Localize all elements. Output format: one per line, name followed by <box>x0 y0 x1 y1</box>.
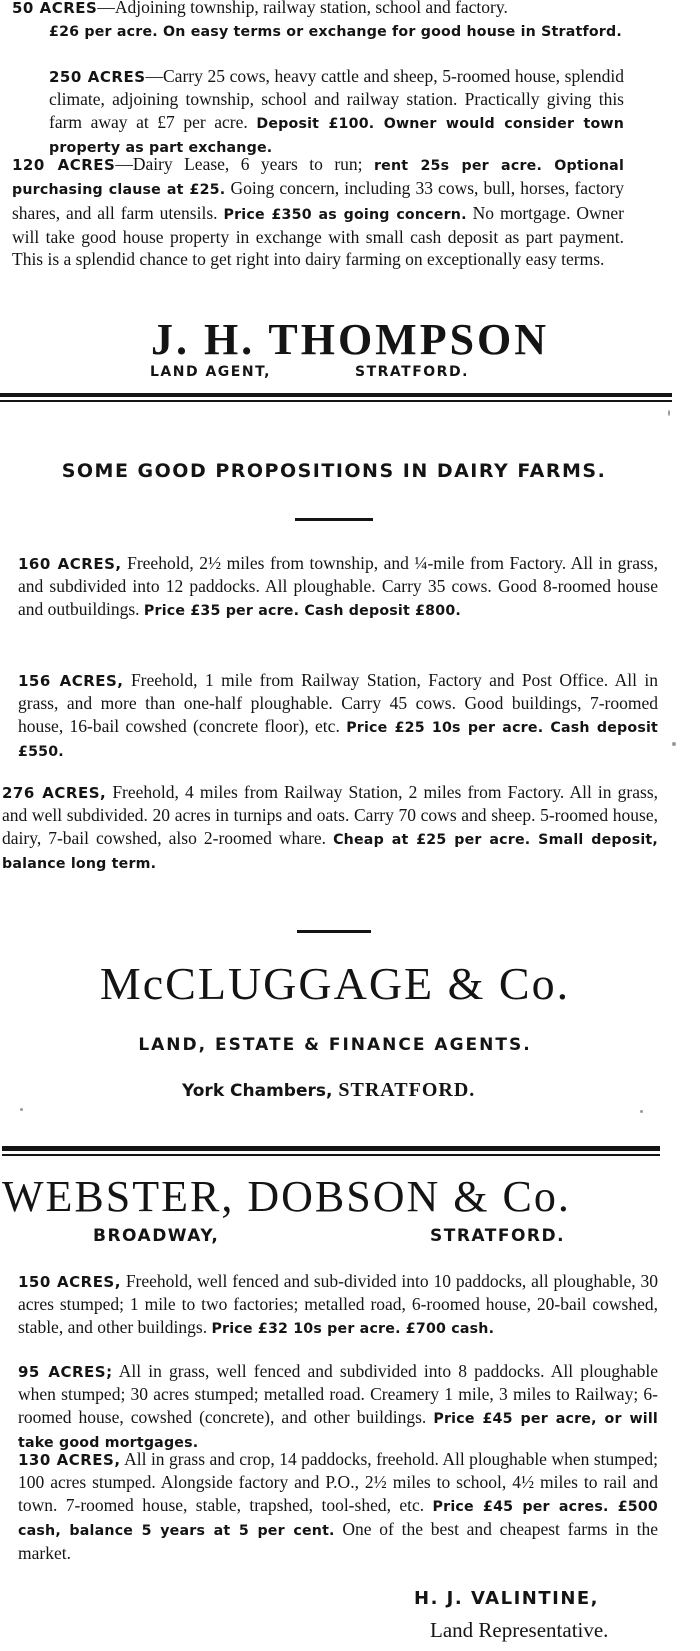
listing-50-acres <box>12 0 624 60</box>
agent-town: STRATFORD. <box>355 364 469 380</box>
listing-text: Freehold, 1 mile from Railway Station, Factory and Post Office. All in grass, and more than one-half ploughable. Carry 45 cows. Good buildings, 7-roomed house, 16-bail cowshed (concrete floor), etc. <box>18 670 659 736</box>
acres-label: 150 ACRES, <box>18 1273 121 1291</box>
firm-street: BROADWAY, <box>93 1226 220 1246</box>
divider-rule-thin <box>0 400 672 402</box>
listing-160-acres <box>18 552 658 644</box>
acres-label: 160 ACRES, <box>18 555 122 573</box>
print-speck <box>672 742 676 746</box>
firm-name: McCLUGGAGE & Co. <box>99 958 571 1009</box>
listing-price: Price £32 10s per acre. £700 cash. <box>211 1320 495 1337</box>
firm-business: LAND, ESTATE & FINANCE AGENTS. <box>138 1035 532 1055</box>
listing-text: All in grass, well fenced and subdivided into 8 paddocks. All ploughable when stumped; 30 acres stumped; metalled road. Creamery 1 mile, 3 miles to Railway; 6-roomed house, cowshed (concrete), and other buildings. <box>18 1361 658 1427</box>
listing-text-2: Going concern, including 33 cows, bull, horses, factory shares, and all farm utensils. <box>12 178 625 223</box>
firm-address <box>182 1079 582 1102</box>
agent-address <box>150 364 570 380</box>
listing-95-acres <box>18 1360 658 1451</box>
listing-text: Freehold, 2½ miles from township, and ¼-mile from Factory. All in grass, and subdivided into 12 paddocks. All ploughable. Carry 35 cows. Good 8-roomed house and outbuildings. <box>18 553 659 619</box>
listing-price: Price £25 10s per acre. Cash deposit £550. <box>18 719 659 760</box>
listing-120-acres <box>12 153 624 309</box>
listing-text-2: One of the best and cheapest farms in the market. <box>18 1518 658 1564</box>
listing-price: Cheap at £25 per acre. Small deposit, balance long term. <box>2 831 658 872</box>
agent-title: LAND AGENT, <box>150 364 271 380</box>
short-rule <box>295 518 373 521</box>
listing-250-acres <box>12 65 625 156</box>
listing-text: Freehold, 4 miles from Railway Station, 2 miles from Factory. All in grass, and well subdivided. 20 acres in turnips and oats. Carry 70 cows and sheep. 5-roomed house, dairy, 7-bail cowshed, also 2-roomed whare. <box>2 782 659 848</box>
short-rule <box>297 930 371 933</box>
acres-label: 120 ACRES <box>12 156 116 174</box>
acres-label: 250 ACRES <box>49 68 146 86</box>
firm-town: STRATFORD. <box>430 1226 566 1246</box>
listing-150-acres <box>18 1270 658 1358</box>
acres-label: 50 ACRES <box>12 0 98 17</box>
listing-156-acres <box>18 669 658 761</box>
listing-text: —Carry 25 cows, heavy cattle and sheep, 5-roomed house, splendid climate, adjoining township, school and railway station. Practically giving this farm away at £7 per acre. <box>49 66 624 132</box>
acres-label: 130 ACRES, <box>18 1451 121 1469</box>
acres-label: 156 ACRES, <box>18 672 124 690</box>
print-speck <box>668 410 670 416</box>
listing-price: Price £45 per acres. £500 cash, balance 5 years at 5 per cent. <box>18 1498 658 1539</box>
listing-price: £26 per acre. On easy terms or exchange for good house in Stratford. <box>49 24 622 41</box>
representative-title: Land Representative. <box>430 1618 609 1642</box>
acres-label: 276 ACRES, <box>2 784 107 802</box>
divider-rule-thick <box>0 393 672 397</box>
listing-text: —Dairy Lease, 6 years to run; <box>115 154 363 174</box>
listing-text-3: No mortgage. Owner will take good house property in exchange with small cash deposit as part payment. This is a splendid chance to get right into dairy farming on exceptionally easy terms. <box>12 202 625 270</box>
listing-price: Price £350 as going concern. <box>223 206 467 223</box>
listing-price: Deposit £100. Owner would consider town property as part exchange. <box>49 115 625 156</box>
listing-text: Freehold, well fenced and sub-divided into 10 paddocks, all ploughable, 30 acres stumped; 1 mile to two factories; metalled road, 6-roomed house, 20-bail cowshed, stable, and other buildings. <box>18 1271 659 1337</box>
acres-number <box>12 65 49 159</box>
listing-130-acres <box>18 1448 658 1564</box>
print-speck <box>20 1108 23 1111</box>
representative-name: H. J. VALINTINE, <box>414 1588 600 1609</box>
divider-rule-thin <box>2 1154 660 1156</box>
listing-276-acres <box>2 781 658 873</box>
section-heading: SOME GOOD PROPOSITIONS IN DAIRY FARMS. <box>61 460 607 482</box>
listing-terms: rent 25s per acre. Optional purchasing clause at £25. <box>12 158 625 199</box>
firm-address-chambers: York Chambers, <box>182 1081 333 1101</box>
listing-price: Price £35 per acre. Cash deposit £800. <box>143 602 461 619</box>
firm-name: WEBSTER, DOBSON & Co. <box>2 1172 571 1221</box>
divider-rule-thick <box>2 1146 660 1151</box>
acres-label: 95 ACRES; <box>18 1363 113 1381</box>
listing-text: —Adjoining township, railway station, school and factory. <box>97 0 508 17</box>
agent-name: J. H. THOMPSON <box>150 315 550 364</box>
firm-address-town: STRATFORD. <box>338 1079 476 1101</box>
print-speck <box>640 1110 643 1113</box>
listing-text: All in grass and crop, 14 paddocks, freehold. All ploughable when stumped; 100 acres stumped. Alongside factory and P.O., 2½ miles to school, 4½ miles to rail and town. 7-roomed house, stable, trapshed, tool-shed, etc. <box>18 1449 658 1515</box>
listing-price: Price £45 per acre, or will take good mortgages. <box>18 1410 658 1451</box>
